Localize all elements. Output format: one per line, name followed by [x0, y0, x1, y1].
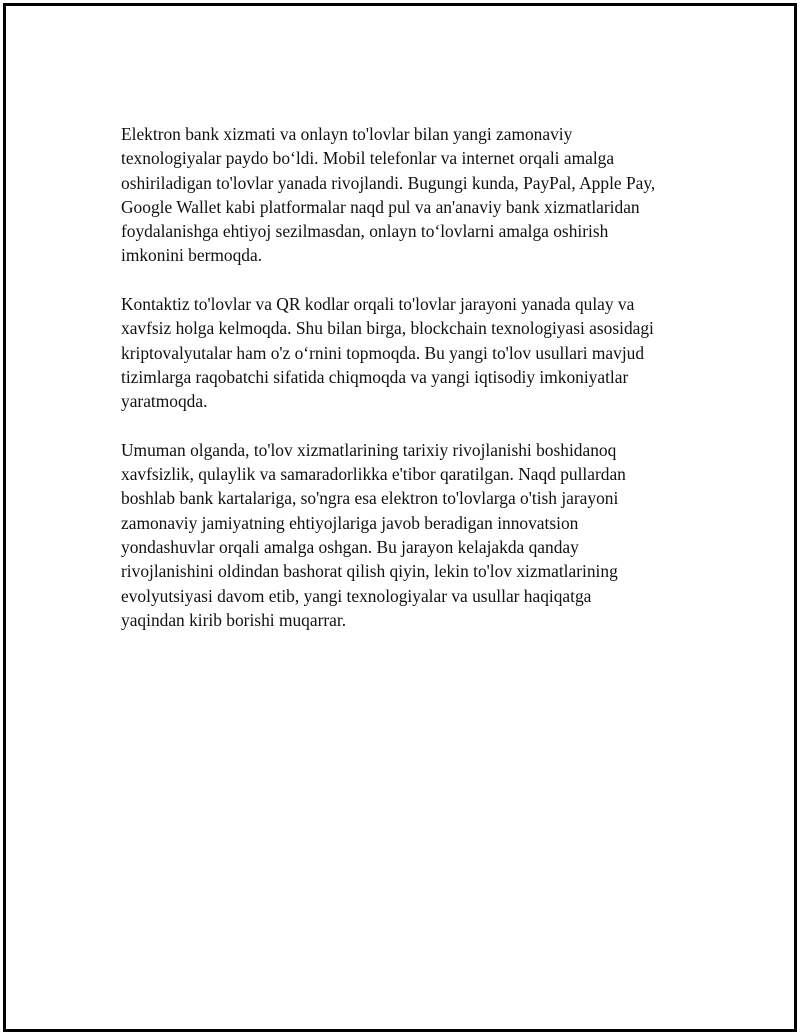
paragraph-2: Kontaktiz to'lovlar va QR kodlar orqali to'lovlar jarayoni yanada qulay va xavfsiz holga kelmoqda. Shu bilan birga, blockchain texnologiyasi asosidagi kriptovalyutalar ham o'z oʻrnini topmoqda. Bu yangi to'lov usullari mavjud tizimlarga raqobatchi sifatida chiqmoqda va yangi iqtisodiy imkoniyatlar yaratmoqda. [121, 294, 654, 412]
document-body [121, 122, 706, 657]
paragraph-3: Umuman olganda, to'lov xizmatlarining tarixiy rivojlanishi boshidanoq xavfsizlik, qulaylik va samaradorlikka e'tibor qaratilgan. Naqd pullardan boshlab bank kartalariga, so'ngra esa elektron to'lovlarga o'tish jarayoni zamonaviy jamiyatning ehtiyojlariga javob beradigan innovatsion yondashuvlar orqali amalga oshgan. Bu jarayon kelajakda qanday rivojlanishini oldindan bashorat qilish qiyin, lekin to'lov xizmatlarining evolyutsiyasi davom etib, yangi texnologiyalar va usullar haqiqatga yaqindan kirib borishi muqarrar. [121, 439, 626, 630]
page-frame [3, 3, 797, 1032]
paragraph-1: Elektron bank xizmati va onlayn to'lovlar bilan yangi zamonaviy texnologiyalar paydo boʻldi. Mobil telefonlar va internet orqali amalga oshiriladigan to'lovlar yanada rivojlandi. Bugungi kunda, PayPal, Apple Pay, Google Wallet kabi platformalar naqd pul va an'anaviy bank xizmatlaridan foydalanishga ehtiyoj sezilmasdan, onlayn toʻlovlarni amalga oshirish imkonini bermoqda. [121, 124, 656, 266]
